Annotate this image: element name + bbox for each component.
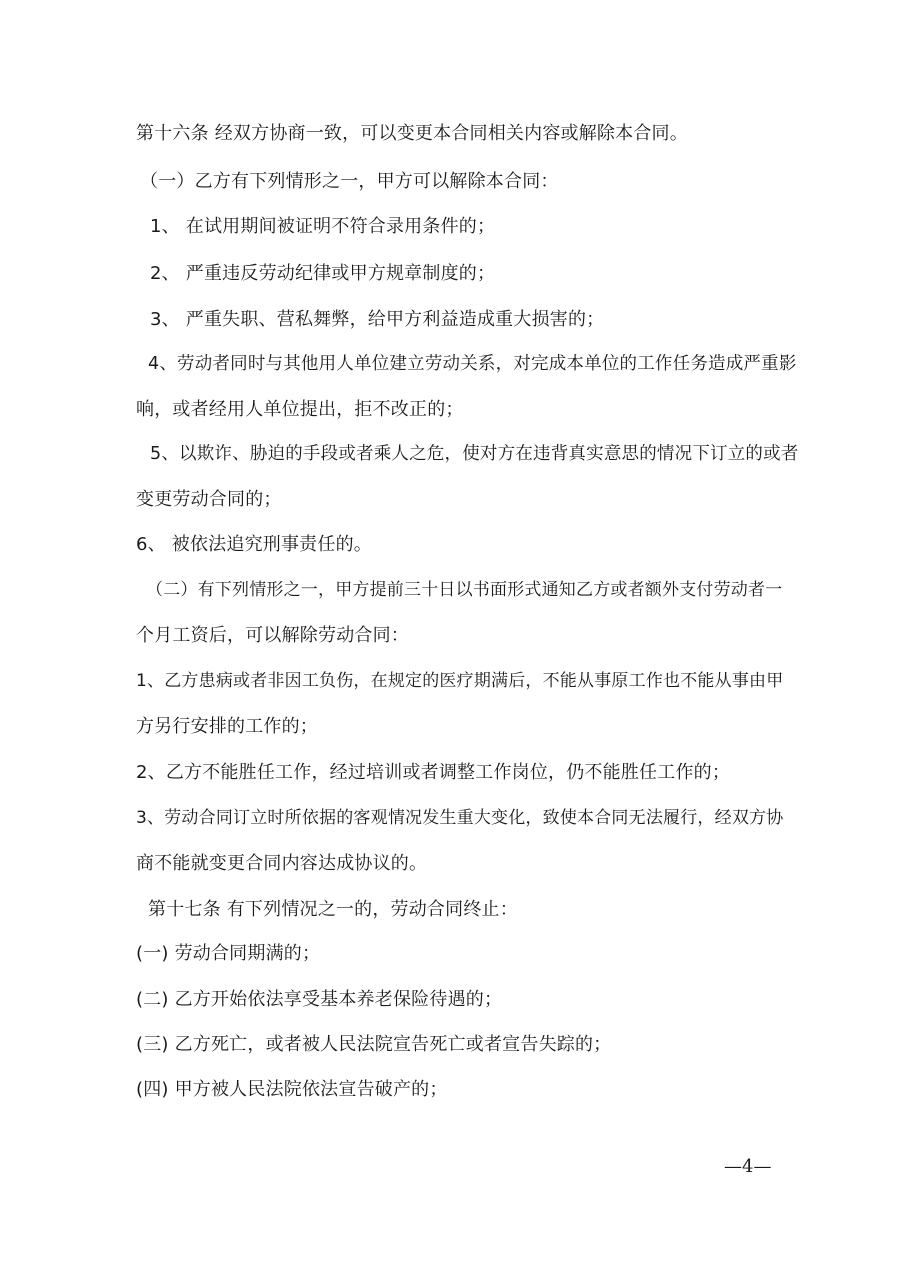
article-16-heading: 第十六条 经双方协商一致，可以变更本合同相关内容或解除本合同。 <box>136 123 688 144</box>
clause-1-intro: （一）乙方有下列情形之一，甲方可以解除本合同： <box>140 171 559 192</box>
clause-2-intro-line-1: （二）有下列情形之一，甲方提前三十日以书面形式通知乙方或者额外支付劳动者一 <box>146 580 783 600</box>
clause-2-item-2: 2、乙方不能胜任工作，经过培训或者调整工作岗位，仍不能胜任工作的； <box>136 762 731 783</box>
article-17-item-2: (二) 乙方开始依法享受基本养老保险待遇的； <box>136 989 503 1010</box>
clause-2-item-1-line-1: 1、乙方患病或者非因工负伤，在规定的医疗期满后，不能从事原工作也不能从事由甲 <box>136 671 784 691</box>
clause-1-item-3: 3、 严重失职、营私舞弊，给甲方利益造成重大损害的； <box>150 309 605 330</box>
clause-1-item-1: 1、 在试用期间被证明不符合录用条件的； <box>150 216 496 237</box>
article-17-item-3: (三) 乙方死亡，或者被人民法院宣告死亡或者宣告失踪的； <box>136 1034 612 1055</box>
clause-2-item-3-line-1: 3、劳动合同订立时所依据的客观情况发生重大变化，致使本合同无法履行，经双方协 <box>136 808 784 828</box>
clause-1-item-2: 2、 严重违反劳动纪律或甲方规章制度的； <box>150 263 496 284</box>
article-17-heading: 第十七条 有下列情况之一的，劳动合同终止： <box>148 899 518 920</box>
clause-2-item-1-line-2: 方另行安排的工作的； <box>136 716 318 737</box>
clause-1-item-5-line-1: 5、以欺诈、胁迫的手段或者乘人之危，使对方在违背真实意思的情况下订立的或者 <box>150 444 799 464</box>
article-17-item-4: (四) 甲方被人民法院依法宣告破产的； <box>136 1079 448 1100</box>
clause-1-item-4-line-1: 4、劳动者同时与其他用人单位建立劳动关系，对完成本单位的工作任务造成严重影 <box>148 354 797 374</box>
clause-2-item-3-line-2: 商不能就变更合同内容达成协议的。 <box>136 853 428 874</box>
page-number: —4— <box>724 1156 772 1177</box>
clause-1-item-6: 6、 被依法追究刑事责任的。 <box>136 534 372 555</box>
clause-2-intro-line-2: 个月工资后，可以解除劳动合同： <box>136 625 409 646</box>
clause-1-item-4-line-2: 响，或者经用人单位提出，拒不改正的； <box>136 399 464 420</box>
clause-1-item-5-line-2: 变更劳动合同的； <box>136 489 282 510</box>
article-17-item-1: (一) 劳动合同期满的； <box>136 943 321 964</box>
